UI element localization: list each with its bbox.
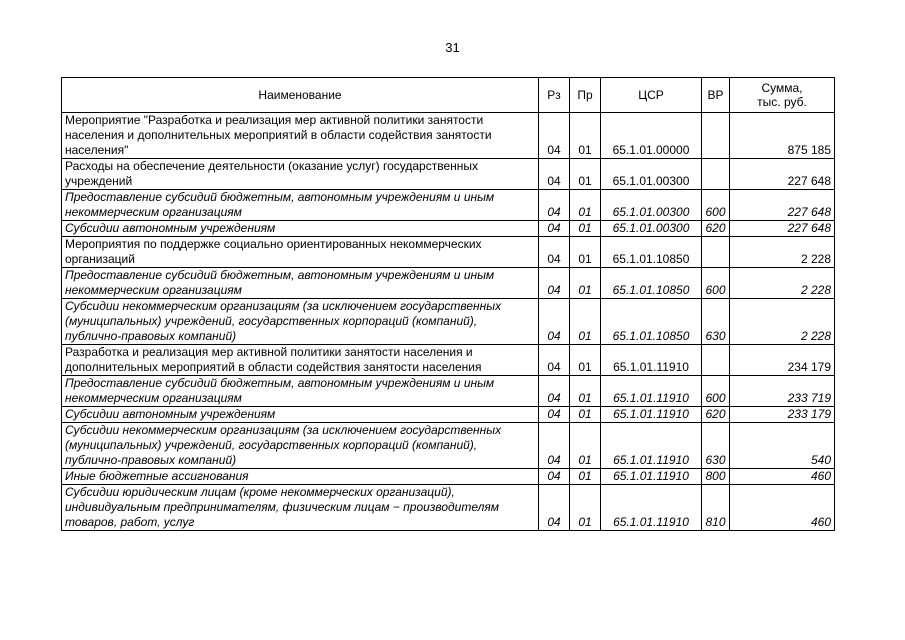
table-row — [62, 485, 835, 531]
cell-pr: 01 — [570, 159, 601, 190]
cell-pr: 01 — [570, 268, 601, 299]
cell-rz: 04 — [539, 268, 570, 299]
table-row — [62, 113, 835, 159]
cell-rz: 04 — [539, 221, 570, 237]
cell-sum: 540 — [730, 423, 835, 469]
cell-name: Субсидии некоммерческим организациям (за исключением государственных (муниципальных) учреждений, государственных корпораций (компаний), публично-правовых компаний) — [62, 423, 539, 469]
cell-name: Субсидии некоммерческим организациям (за исключением государственных (муниципальных) учреждений, государственных корпораций (компаний), публично-правовых компаний) — [62, 299, 539, 345]
cell-pr: 01 — [570, 407, 601, 423]
cell-vr — [702, 237, 730, 268]
cell-vr: 600 — [702, 268, 730, 299]
header-name: Наименование — [62, 78, 539, 113]
cell-vr: 620 — [702, 407, 730, 423]
cell-vr: 630 — [702, 299, 730, 345]
page-number: 31 — [445, 40, 460, 55]
cell-vr — [702, 113, 730, 159]
cell-name: Мероприятие "Разработка и реализация мер активной политики занятости населения и дополнительных мероприятий в области содействия занятости населения" — [62, 113, 539, 159]
cell-pr: 01 — [570, 376, 601, 407]
cell-pr: 01 — [570, 237, 601, 268]
cell-vr: 800 — [702, 469, 730, 485]
cell-vr: 600 — [702, 190, 730, 221]
header-csr: ЦСР — [601, 78, 702, 113]
cell-csr: 65.1.01.11910 — [601, 376, 702, 407]
cell-csr: 65.1.01.11910 — [601, 345, 702, 376]
cell-name: Субсидии юридическим лицам (кроме некоммерческих организаций), индивидуальным предпринимателям, физическим лицам − производителям товаров, работ, услуг — [62, 485, 539, 531]
cell-rz: 04 — [539, 113, 570, 159]
cell-rz: 04 — [539, 485, 570, 531]
cell-rz: 04 — [539, 345, 570, 376]
cell-sum: 875 185 — [730, 113, 835, 159]
cell-pr: 01 — [570, 485, 601, 531]
cell-rz: 04 — [539, 376, 570, 407]
table-header — [62, 78, 835, 113]
cell-sum: 460 — [730, 485, 835, 531]
cell-pr: 01 — [570, 345, 601, 376]
table-row — [62, 407, 835, 423]
cell-sum: 227 648 — [730, 190, 835, 221]
table-row — [62, 299, 835, 345]
cell-rz: 04 — [539, 299, 570, 345]
cell-name: Расходы на обеспечение деятельности (оказание услуг) государственных учреждений — [62, 159, 539, 190]
header-rz: Рз — [539, 78, 570, 113]
header-vr: ВР — [702, 78, 730, 113]
cell-csr: 65.1.01.00300 — [601, 159, 702, 190]
cell-sum: 227 648 — [730, 221, 835, 237]
cell-rz: 04 — [539, 190, 570, 221]
table-body — [62, 113, 835, 531]
cell-name: Иные бюджетные ассигнования — [62, 469, 539, 485]
cell-vr — [702, 345, 730, 376]
cell-name: Мероприятия по поддержке социально ориентированных некоммерческих организаций — [62, 237, 539, 268]
cell-name: Предоставление субсидий бюджетным, автономным учреждениям и иным некоммерческим организациям — [62, 376, 539, 407]
header-row — [62, 78, 835, 113]
cell-pr: 01 — [570, 423, 601, 469]
cell-csr: 65.1.01.11910 — [601, 423, 702, 469]
budget-table — [61, 77, 835, 531]
cell-sum: 233 179 — [730, 407, 835, 423]
cell-sum: 227 648 — [730, 159, 835, 190]
table-row — [62, 268, 835, 299]
table-row — [62, 345, 835, 376]
header-sum: Сумма, тыс. руб. — [730, 78, 835, 113]
cell-name: Предоставление субсидий бюджетным, автономным учреждениям и иным некоммерческим организациям — [62, 268, 539, 299]
header-pr: Пр — [570, 78, 601, 113]
table-row — [62, 376, 835, 407]
cell-rz: 04 — [539, 423, 570, 469]
cell-sum: 234 179 — [730, 345, 835, 376]
cell-sum: 2 228 — [730, 299, 835, 345]
cell-pr: 01 — [570, 190, 601, 221]
cell-name: Разработка и реализация мер активной политики занятости населения и дополнительных мероприятий в области содействия занятости населения — [62, 345, 539, 376]
cell-vr: 630 — [702, 423, 730, 469]
cell-pr: 01 — [570, 221, 601, 237]
cell-csr: 65.1.01.11910 — [601, 485, 702, 531]
cell-vr: 620 — [702, 221, 730, 237]
table-row — [62, 423, 835, 469]
table-row — [62, 159, 835, 190]
cell-csr: 65.1.01.10850 — [601, 268, 702, 299]
table-row — [62, 237, 835, 268]
cell-csr: 65.1.01.11910 — [601, 407, 702, 423]
cell-csr: 65.1.01.00300 — [601, 190, 702, 221]
cell-csr: 65.1.01.10850 — [601, 237, 702, 268]
cell-rz: 04 — [539, 407, 570, 423]
cell-sum: 460 — [730, 469, 835, 485]
table-row — [62, 469, 835, 485]
cell-sum: 2 228 — [730, 237, 835, 268]
cell-csr: 65.1.01.00000 — [601, 113, 702, 159]
cell-name: Субсидии автономным учреждениям — [62, 221, 539, 237]
cell-rz: 04 — [539, 469, 570, 485]
cell-pr: 01 — [570, 113, 601, 159]
cell-name: Субсидии автономным учреждениям — [62, 407, 539, 423]
cell-pr: 01 — [570, 469, 601, 485]
cell-csr: 65.1.01.11910 — [601, 469, 702, 485]
cell-name: Предоставление субсидий бюджетным, автономным учреждениям и иным некоммерческим организациям — [62, 190, 539, 221]
cell-rz: 04 — [539, 237, 570, 268]
cell-vr: 810 — [702, 485, 730, 531]
cell-vr: 600 — [702, 376, 730, 407]
table-row — [62, 221, 835, 237]
table-row — [62, 190, 835, 221]
cell-rz: 04 — [539, 159, 570, 190]
cell-sum: 233 719 — [730, 376, 835, 407]
cell-vr — [702, 159, 730, 190]
cell-csr: 65.1.01.10850 — [601, 299, 702, 345]
cell-csr: 65.1.01.00300 — [601, 221, 702, 237]
cell-pr: 01 — [570, 299, 601, 345]
cell-sum: 2 228 — [730, 268, 835, 299]
